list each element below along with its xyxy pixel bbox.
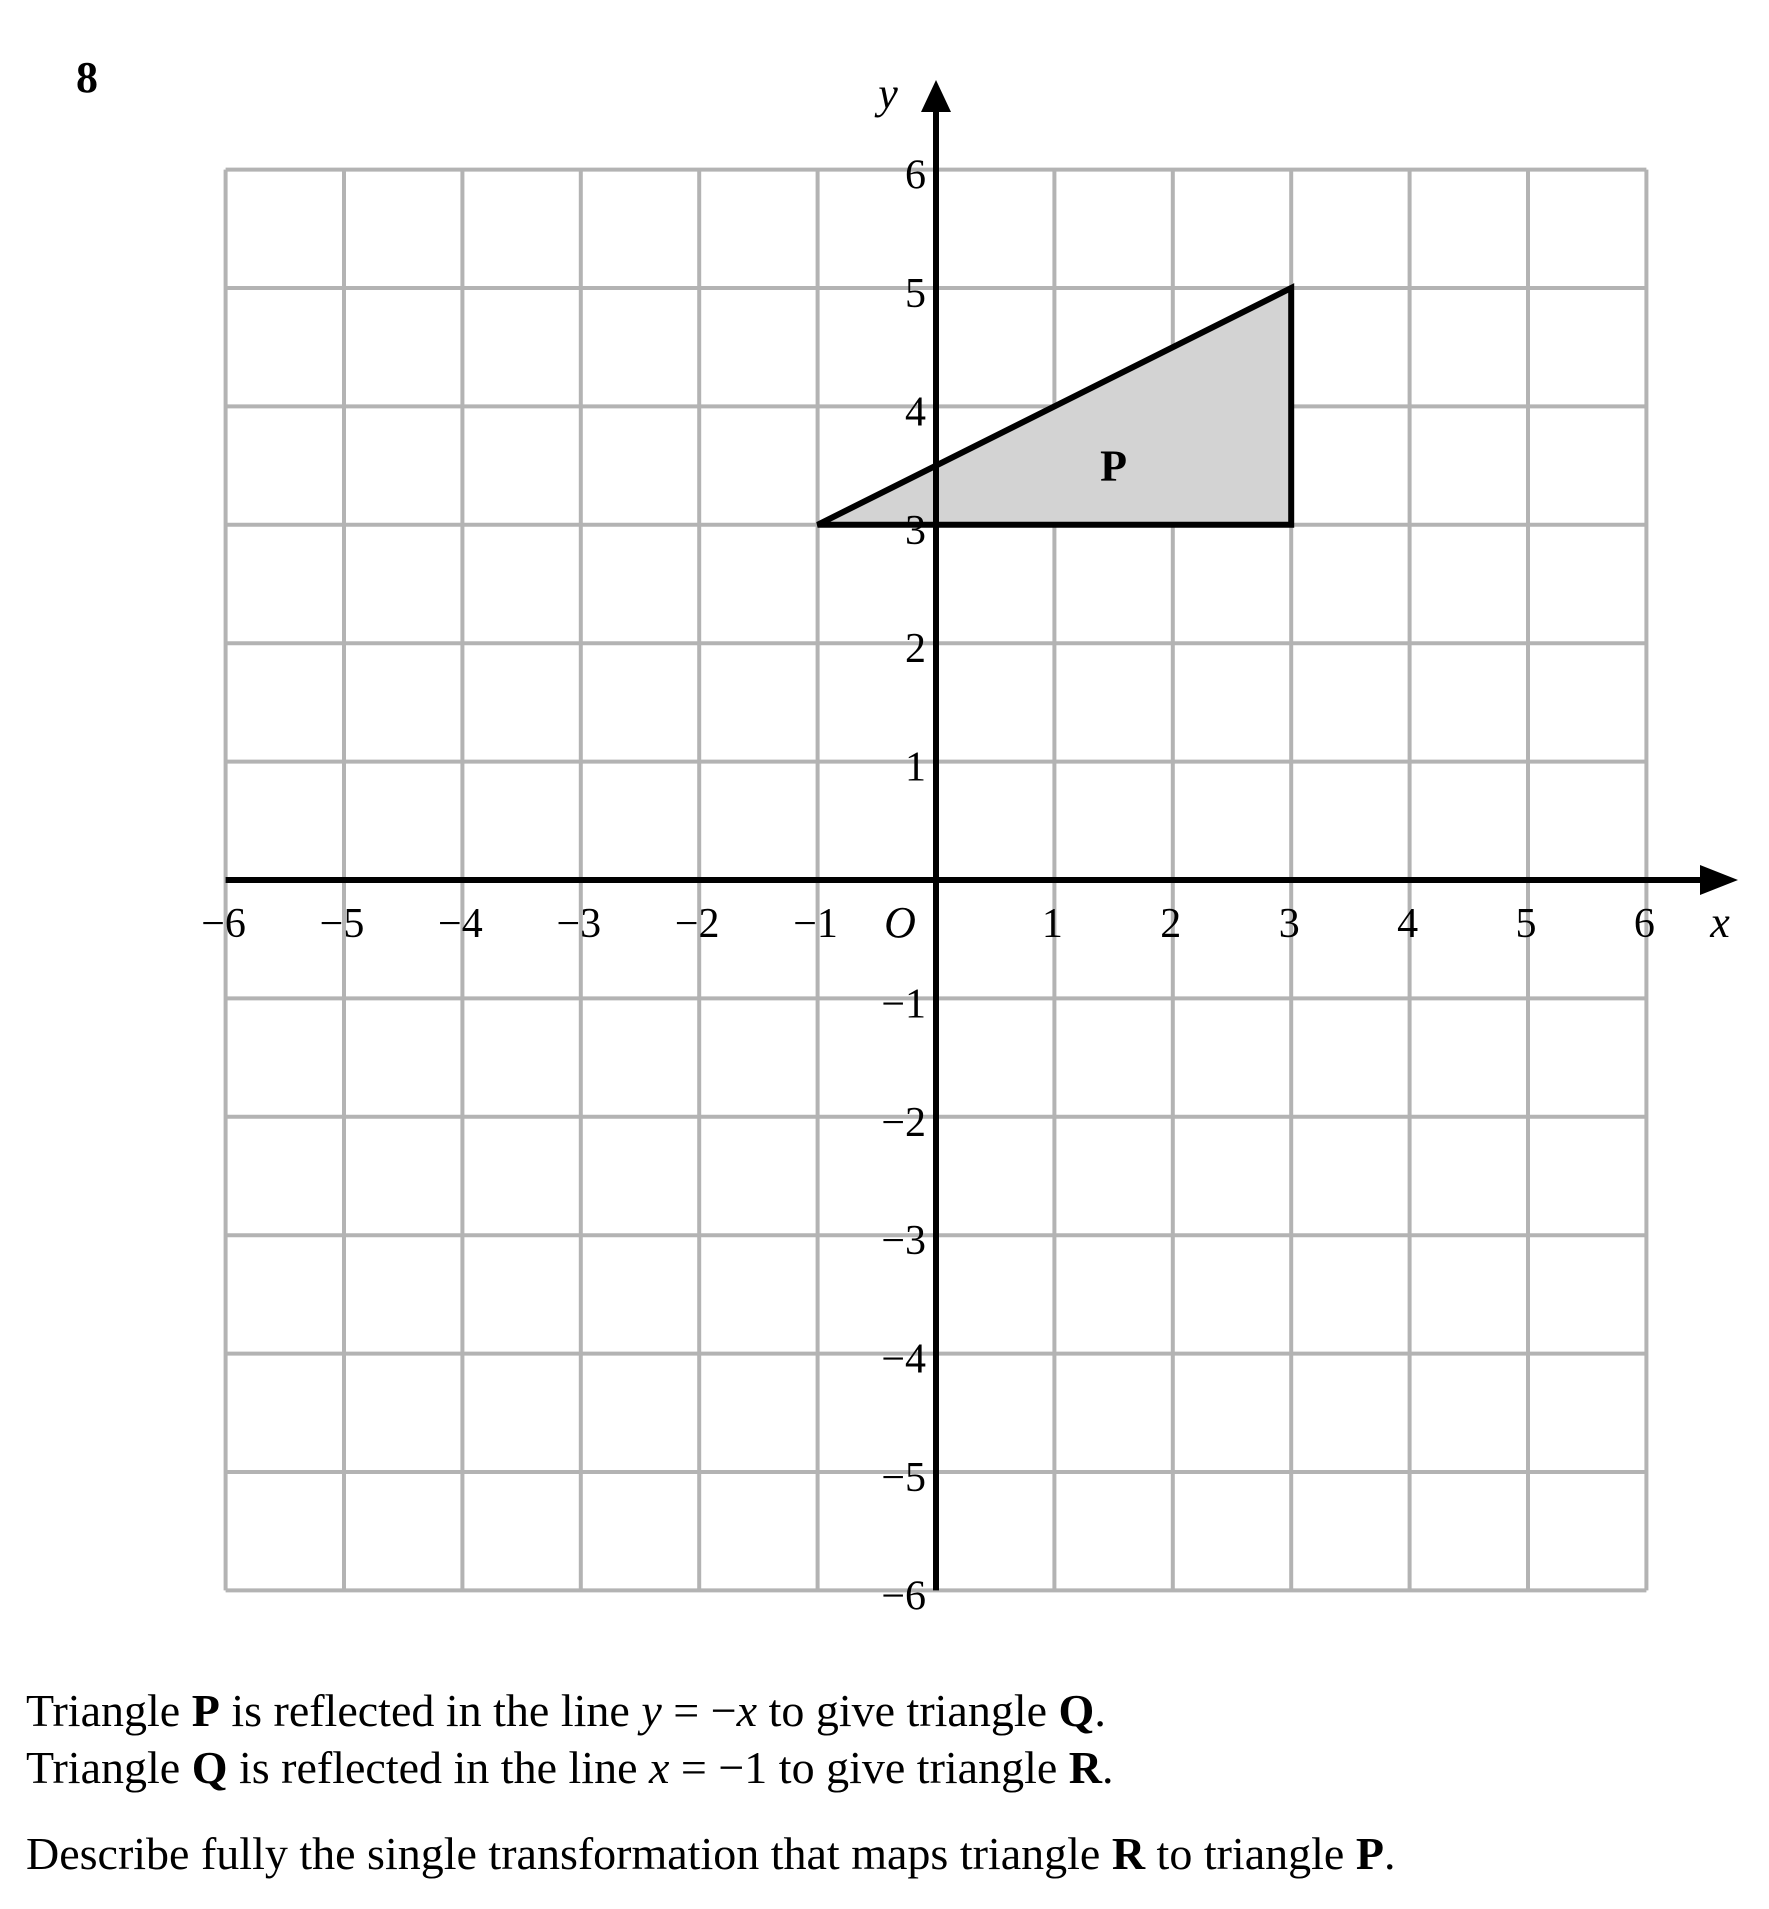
y-tick-label: 5: [905, 271, 926, 317]
x-tick-label: −2: [674, 901, 720, 947]
y-tick-label: −3: [881, 1218, 926, 1265]
y-tick-label: −6: [881, 1573, 926, 1620]
x-tick-label: −5: [319, 901, 365, 947]
x-axis-arrow: [1700, 865, 1738, 895]
y-tick-label: 2: [905, 626, 926, 673]
origin-label: O: [884, 898, 916, 947]
x-tick-label: 4: [1397, 901, 1419, 947]
x-axis-label: x: [1710, 898, 1730, 947]
statement-line-1: Triangle P is reflected in the line y = −x to give triangle Q.: [26, 1685, 1106, 1736]
y-axis-arrow: [921, 80, 951, 112]
y-tick-label: 4: [905, 389, 926, 436]
x-tick-label: 1: [1041, 901, 1063, 947]
axes: [226, 80, 1738, 1590]
tick-labels: [201, 69, 1730, 1619]
y-tick-label: −2: [881, 1099, 926, 1146]
y-tick-label: 3: [905, 507, 926, 554]
y-tick-label: −1: [881, 981, 926, 1028]
y-tick-label: −5: [881, 1455, 926, 1501]
question-instruction: Describe fully the single transformation that maps triangle R to triangle P.: [26, 1828, 1396, 1879]
x-tick-label: −3: [556, 901, 602, 947]
y-tick-label: −4: [881, 1336, 926, 1383]
x-tick-label: 6: [1633, 901, 1655, 947]
triangle-p-label: P: [1100, 441, 1128, 491]
x-tick-label: −6: [201, 901, 246, 947]
y-tick-label: 6: [905, 152, 926, 199]
y-axis-label: y: [878, 69, 898, 118]
x-tick-label: 2: [1160, 901, 1182, 947]
question-number: 8: [76, 53, 98, 102]
x-tick-label: −4: [438, 901, 483, 947]
x-tick-label: 3: [1278, 901, 1300, 947]
x-tick-label: 5: [1515, 901, 1537, 947]
statement-line-2: Triangle Q is reflected in the line x = −1 to give triangle R.: [26, 1742, 1114, 1793]
x-tick-label: −1: [793, 901, 838, 947]
y-tick-label: 1: [905, 744, 926, 791]
